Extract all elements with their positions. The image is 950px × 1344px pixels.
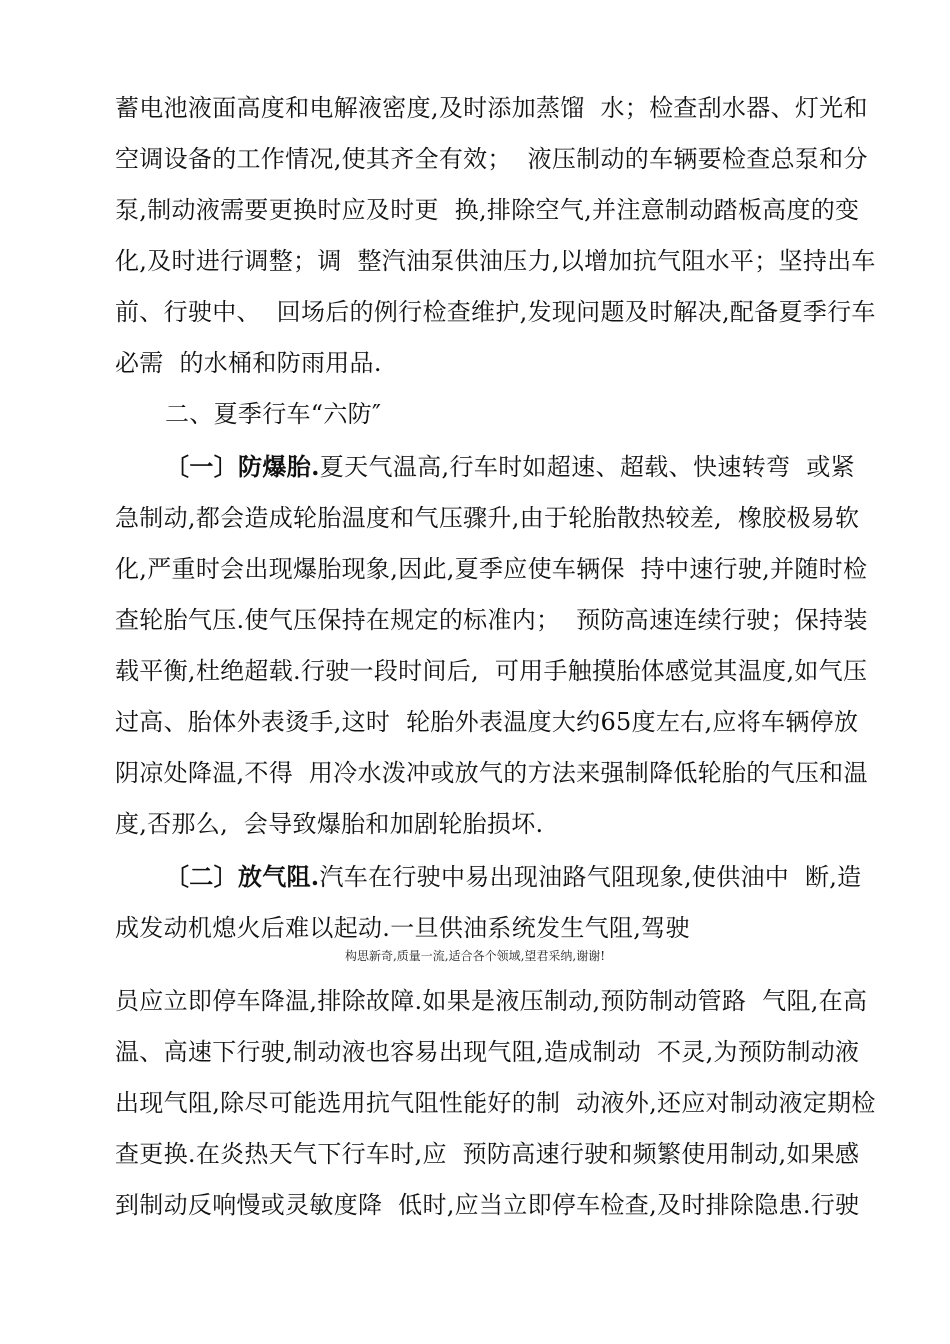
paragraph-line: 过高、胎体外表烫手,这时 轮胎外表温度大约65度左右,应将车辆停放: [115, 708, 859, 736]
paragraph-line: 前、行驶中、 回场后的例行检查维护,发现问题及时解决,配备夏季行车: [115, 298, 876, 326]
paragraph-text: 汽车在行驶中易出现油路气阻现象,使供油中 断,造: [319, 863, 862, 891]
paragraph-line: [165, 451, 855, 483]
paragraph-line: 空调设备的工作情况,使其齐全有效； 液压制动的车辆要检查总泵和分: [115, 145, 868, 173]
paragraph-line: 出现气阻,除尽可能选用抗气阻性能好的制 动液外,还应对制动液定期检: [115, 1089, 876, 1117]
paragraph-line: 化,严重时会出现爆胎现象,因此,夏季应使车辆保 持中速行驶,并随时检: [115, 555, 868, 583]
paragraph-line: 必需 的水桶和防雨用品.: [115, 349, 382, 377]
paragraph-line: 度,否那么, 会导致爆胎和加剧轮胎损坏.: [115, 810, 544, 838]
section-label: 〔一〕防爆胎.: [165, 452, 320, 481]
section-heading: 二、夏季行车“六防″: [165, 400, 382, 428]
paragraph-line: 成发动机熄火后难以起动.一旦供油系统发生气阻,驾驶: [115, 914, 690, 942]
paragraph-line: 员应立即停车降温,排除故障.如果是液压制动,预防制动管路 气阻,在高: [115, 987, 868, 1015]
paragraph-line: 查更换.在炎热天气下行车时,应 预防高速行驶和频繁使用制动,如果感: [115, 1140, 860, 1168]
page-footer-note: 构思新奇,质量一流,适合各个领域,望君采纳,谢谢!: [344, 949, 606, 963]
paragraph-line: 查轮胎气压.使气压保持在规定的标准内； 预防高速连续行驶；保持装: [115, 606, 868, 634]
paragraph-line: 温、高速下行驶,制动液也容易出现气阻,造成制动 不灵,为预防制动液: [115, 1038, 860, 1066]
paragraph-line: 泵,制动液需要更换时应及时更 换,排除空气,并注意制动踏板高度的变: [115, 196, 860, 224]
section-label: 〔二〕放气阻.: [165, 862, 320, 891]
paragraph-line: 阴凉处降温,不得 用冷水泼冲或放气的方法来强制降低轮胎的气压和温: [115, 759, 868, 787]
paragraph-text: 夏天气温高,行车时如超速、超载、快速转弯 或紧: [319, 453, 855, 481]
paragraph-line: 化,及时进行调整；调 整汽油泵供油压力,以增加抗气阻水平；坚持出车: [115, 247, 876, 275]
paragraph-line: 蓄电池液面高度和电解液密度,及时添加蒸馏 水；检查刮水器、灯光和: [115, 94, 868, 122]
paragraph-line: [165, 861, 862, 893]
paragraph-line: 载平衡,杜绝超载.行驶一段时间后, 可用手触摸胎体感觉其温度,如气压: [115, 657, 868, 685]
paragraph-line: 到制动反响慢或灵敏度降 低时,应当立即停车检查,及时排除隐患.行驶: [115, 1191, 860, 1219]
paragraph-line: 急制动,都会造成轮胎温度和气压骤升,由于轮胎散热较差, 橡胶极易软: [115, 504, 860, 532]
